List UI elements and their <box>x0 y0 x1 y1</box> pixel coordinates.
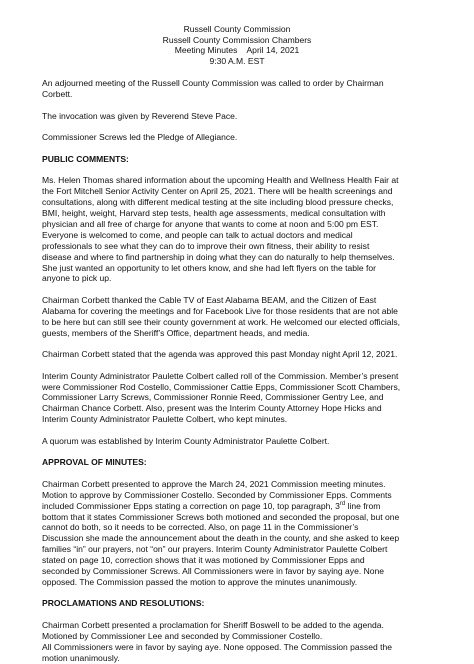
text-line: stated on page 10, correction shows that it was motioned by Commissioner Epps and <box>42 555 365 566</box>
text-line: were Commissioner Rod Costello, Commissioner Cattie Epps, Commissioner Scott Chambers, <box>42 381 401 392</box>
quorum-paragraph: A quorum was established by Interim County Administrator Paulette Colbert. <box>42 435 330 446</box>
text-line: Interim County Administrator Paulette Colbert called roll of the Commission. Member’s present <box>42 370 399 381</box>
health-fair-paragraph <box>42 175 432 284</box>
text-line: Alabama for covering the meetings and for Facebook Live for those residents that are not able <box>42 305 398 316</box>
text-line: She just wanted an opportunity to let others know, and she had left flyers on the table for <box>42 262 377 273</box>
text-line: bottom that it states Commissioner Screws both motioned and seconded the proposal, but one <box>42 511 400 522</box>
approval-of-minutes-heading: APPROVAL OF MINUTES: <box>42 457 147 468</box>
text-line: cannot do both, so it needs to be corrected. Also, on page 11 in the Commissioner’s <box>42 522 359 533</box>
text-line: guests, members of the Sheriff’s Office, department heads, and media. <box>42 327 310 338</box>
text-line: All Commissioners were in favor by saying aye. None opposed. The Commission passed the <box>42 641 392 652</box>
text-line: physician and all free of charge for anyone that wants to come at noon and 5:00 pm EST. <box>42 218 379 229</box>
text-line: disease and where to find partnership in doing what they can do naturally to help themselves. <box>42 251 395 262</box>
proclamations-heading: PROCLAMATIONS AND RESOLUTIONS: <box>42 598 205 609</box>
text-line: Interim County Administrator Paulette Colbert, who kept minutes. <box>42 414 288 425</box>
text-line: professionals to see what they can do to improve their own fitness, their ability to resist <box>42 240 370 251</box>
text-line: seconded by Commissioner Screws. All Commissioners were in favor by saying aye. None <box>42 566 385 577</box>
text-line: Chairman Chance Corbett. Also, present was the Interim County Attorney Hope Hicks and <box>42 403 382 414</box>
text-line: Corbett. <box>42 89 73 100</box>
text-line: Ms. Helen Thomas shared information about the upcoming Health and Wellness Health Fair at <box>42 175 399 186</box>
text-line: Chairman Corbett presented to approve the March 24, 2021 Commission meeting minutes. <box>42 478 386 489</box>
text-line: An adjourned meeting of the Russell County Commission was called to order by Chairman <box>42 78 384 89</box>
text-line: Chairman Corbett thanked the Cable TV of East Alabama BEAM, and the Citizen of East <box>42 294 377 305</box>
header-organization: Russell County Commission <box>183 24 291 34</box>
text-line: Discussion she made the announcement about the death in the county, and she asked to keep <box>42 533 400 544</box>
text-line: opposed. The Commission passed the motion to approve the minutes unanimously. <box>42 576 358 587</box>
text-line: Everyone is welcomed to come, and people can talk to actual doctors and medical <box>42 229 353 240</box>
text-line: the Fort Mitchell Senior Activity Center on April 25, 2021. There will be health screenings and <box>42 186 393 197</box>
header-location: Russell County Commission Chambers <box>162 34 312 45</box>
text-line: Motion to approve by Commissioner Costello. Seconded by Commissioner Epps. Comments <box>42 489 392 500</box>
thanks-paragraph <box>42 295 432 339</box>
superscript: rd <box>339 500 346 507</box>
invocation-paragraph: The invocation was given by Reverend Steve Pace. <box>42 110 238 121</box>
text-line: Motioned by Commissioner Lee and seconded by Commissioner Costello. <box>42 630 323 641</box>
header-meeting-time: 9:30 A.M. EST <box>209 55 265 66</box>
header-meeting-date: Meeting Minutes April 14, 2021 <box>174 45 300 56</box>
public-comments-heading: PUBLIC COMMENTS: <box>42 153 129 164</box>
text-segment: included Commissioner Epps stating a correction on page 10, top paragraph, 3 <box>42 500 340 511</box>
roll-call-paragraph <box>42 371 432 426</box>
agenda-approved-paragraph: Chairman Corbett stated that the agenda was approved this past Monday night April 12, 2021. <box>42 349 398 360</box>
text-line: families “in” our prayers, not “on” our prayers. Interim County Administrator Paulette Colbert <box>42 544 388 555</box>
document-header <box>42 24 432 66</box>
text-line: Commissioner Larry Screws, Commissioner Ronnie Reed, Commissioner Gentry Lee, and <box>42 392 384 403</box>
text-line: BMI, height, weight, Harvard step tests, health age assessments, medical consultation with <box>42 208 386 218</box>
text-line: to be here but can still see their county government at work. He welcomed our elected officials, <box>42 316 401 327</box>
proclamation-paragraph <box>42 620 432 664</box>
call-to-order-paragraph <box>42 78 432 100</box>
pledge-paragraph: Commissioner Screws led the Pledge of Allegiance. <box>42 132 238 143</box>
text-line: Chairman Corbett presented a proclamation for Sheriff Boswell to be added to the agenda. <box>42 619 384 630</box>
approval-paragraph <box>42 479 432 588</box>
text-line: anyone to pick up. <box>42 273 112 284</box>
text-segment: line from <box>345 500 381 511</box>
text-line: motion unanimously. <box>42 652 120 663</box>
text-line-with-superscript <box>42 501 432 512</box>
text-line: consultations, along with different medical testing at the site including blood pressure checks, <box>42 197 394 208</box>
